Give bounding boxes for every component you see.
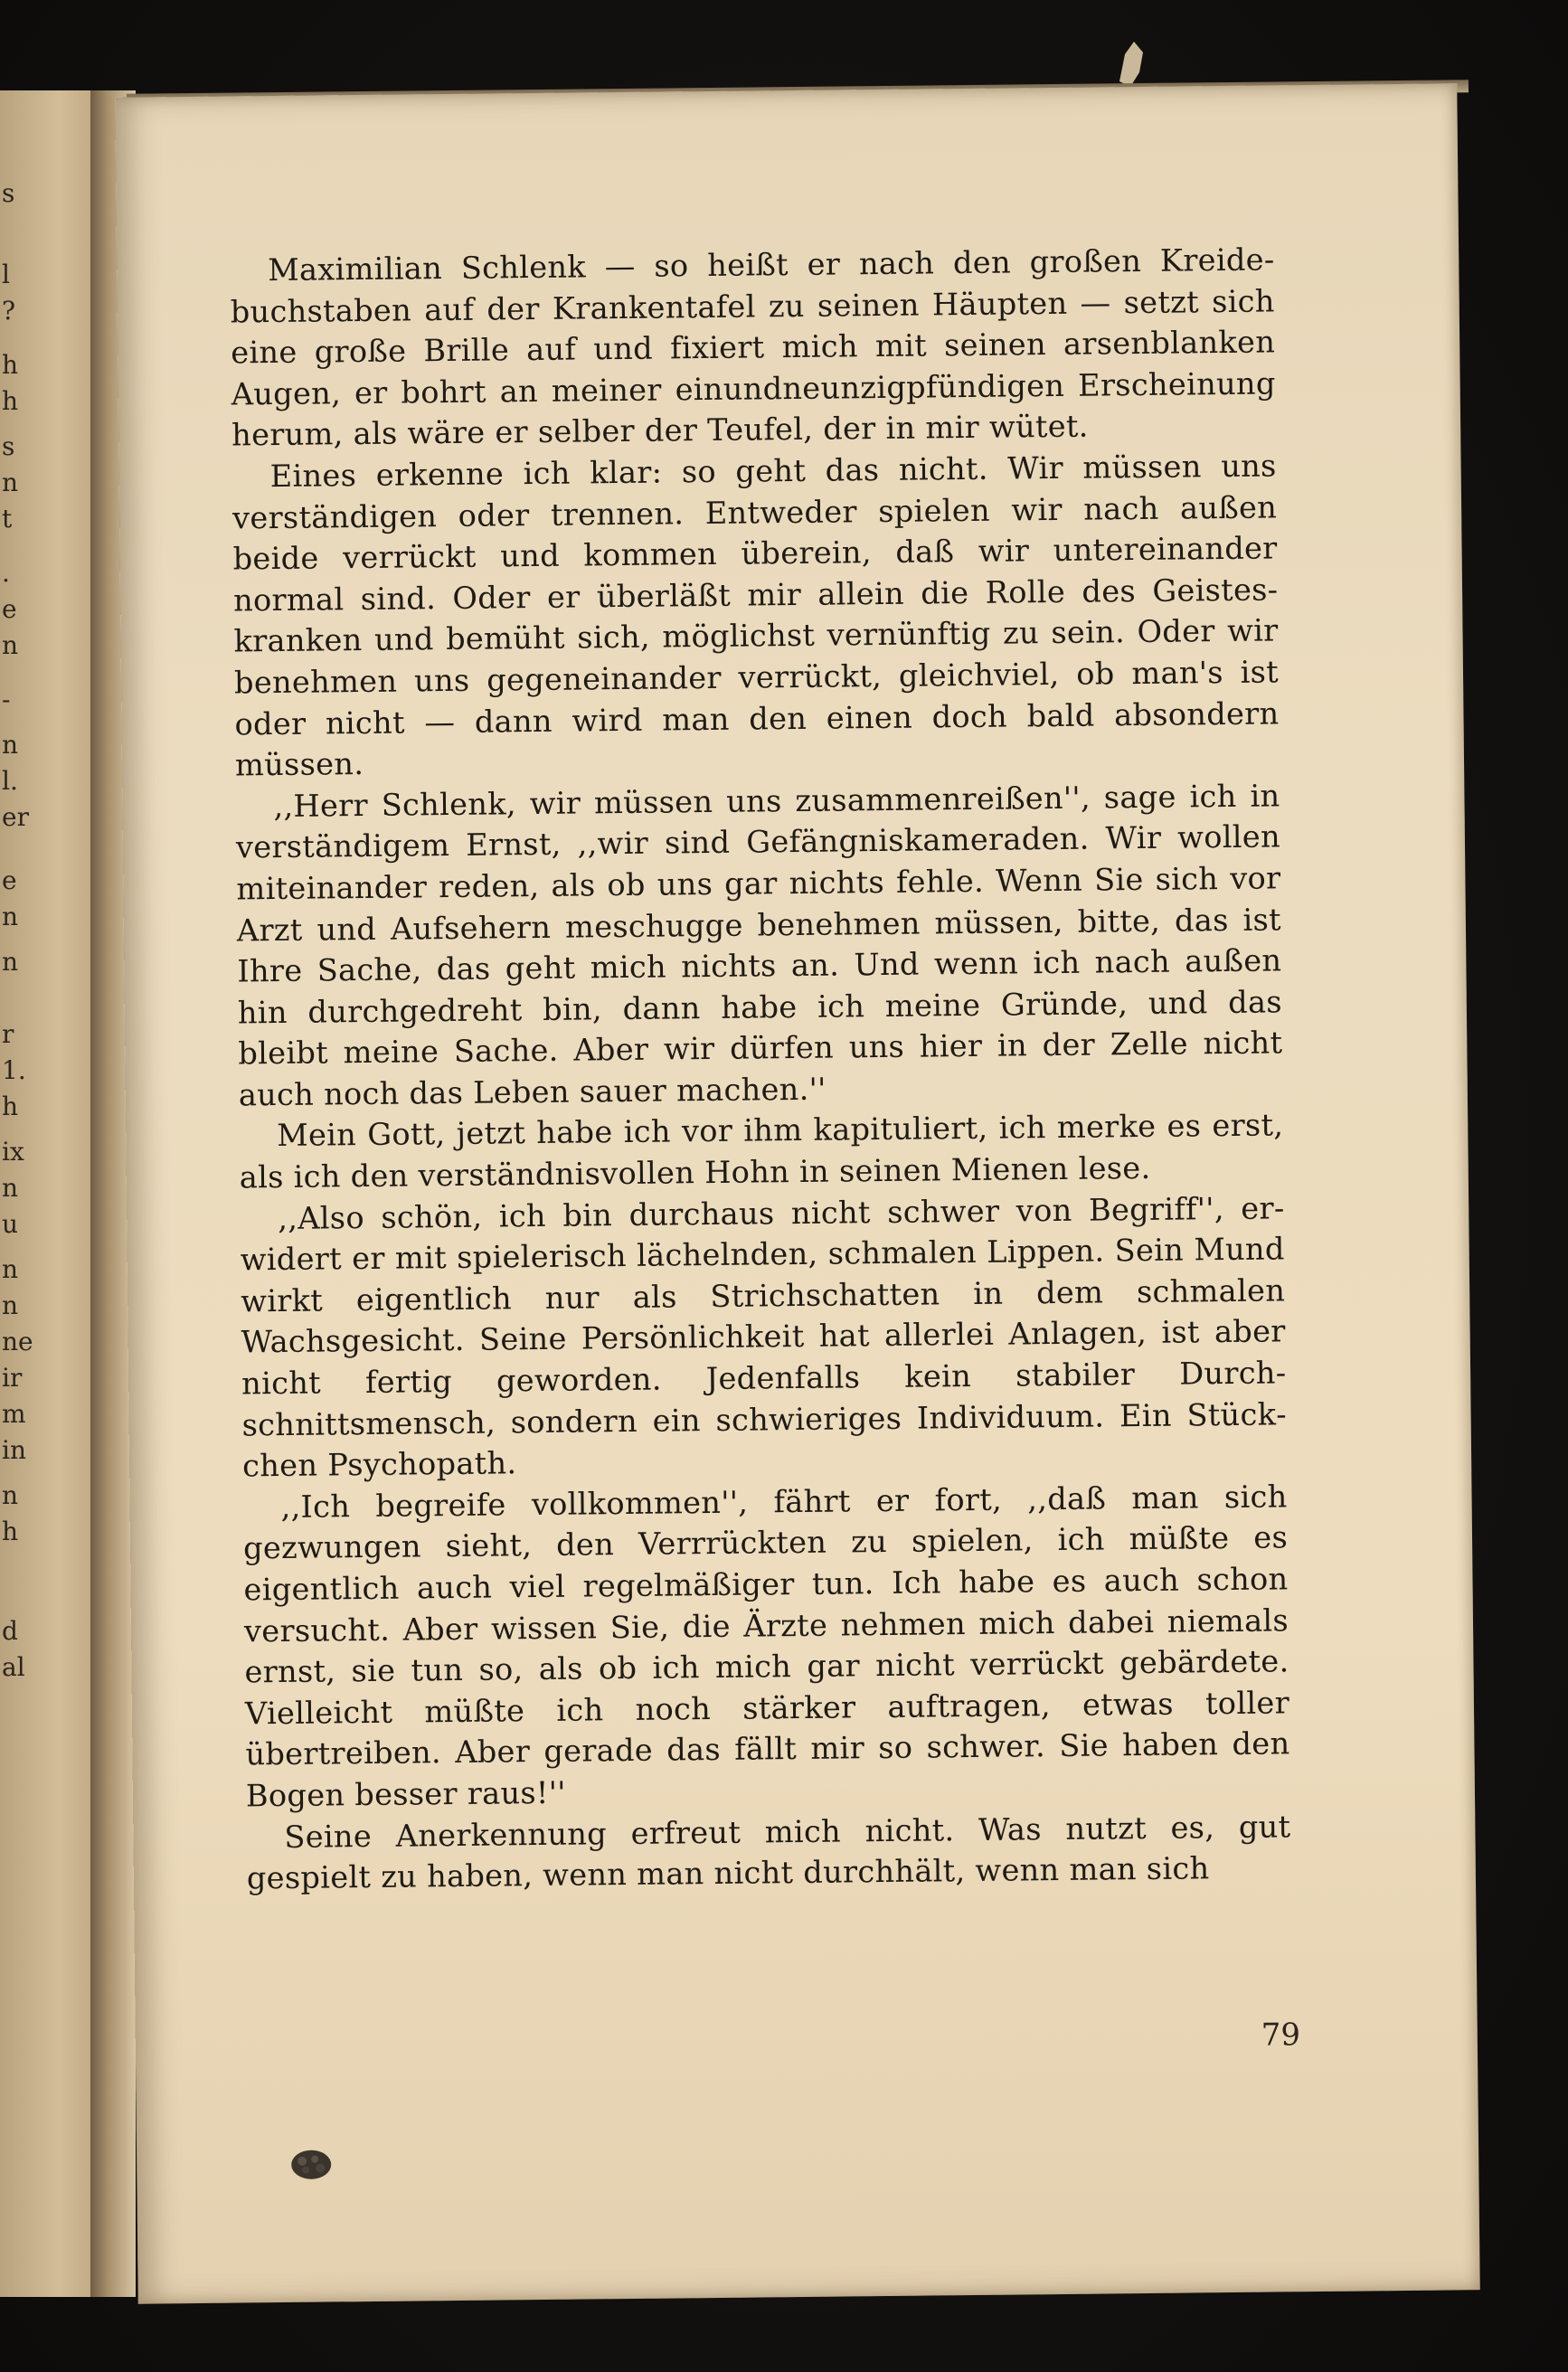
left-page-text-fragment: d (2, 1616, 18, 1646)
left-page-text-fragment: n (2, 1173, 19, 1203)
left-page-text-fragment: e (2, 594, 17, 624)
page-number: 79 (1261, 2017, 1301, 2054)
left-page-text-fragment: ? (2, 296, 16, 326)
left-page-text-fragment: ix (2, 1137, 24, 1167)
left-page-text-fragment: h (2, 350, 19, 380)
paragraph: Mein Gott, jetzt habe ich vor ihm kapituliert, ich merke es erst, als ich den verständnisvollen Hohn in seinen Mienen lese. (239, 1107, 1284, 1195)
left-page-text-fragment: l. (2, 766, 18, 796)
left-page-text-fragment: n (2, 630, 19, 660)
left-page-text-fragment: er (2, 802, 29, 832)
left-page-text-fragment: in (2, 1435, 26, 1465)
left-page-text-fragment: r (2, 1019, 14, 1049)
left-page-text-fragment: n (2, 468, 19, 497)
left-page-text-fragment: h (2, 1091, 19, 1121)
left-page-text-fragment: 1. (2, 1055, 26, 1085)
left-page-text-fragment: m (2, 1399, 26, 1429)
left-page-text-fragment: ne (2, 1327, 33, 1356)
left-page-text-fragment: l (2, 260, 10, 289)
left-page-text-fragment: s (2, 431, 15, 461)
paragraph: ,,Ich begreife vollkommen'', fährt er fort, ,,daß man sich gezwungen sieht, den Verrrückten zu spielen, ich müßte es eigentlich auch viel regelmäßiger tun. Ich habe es auch schon versucht. Aber wissen Sie, die Ärzte nehmen mich dabei niemals ernst, sie tun so, als ob ich mich gar nicht verrückt gebärdete. Vielleicht müßte ich noch stärker auftragen, etwas toller übertreiben. Aber gerade das fällt mir so schwer. Sie haben den Bogen besser raus!'' (242, 1479, 1290, 1814)
ink-stamp-mark (286, 2144, 336, 2185)
paragraph: Maximilian Schlenk — so heißt er nach den großen Kreidebuchstaben auf der Krankentafel zu seinen Häupten — setzt sich eine große Brille auf und fixiert mich mit seinen arsenblanken Augen, er bohrt an meiner einundneunzigpfündigen Erscheinung herum, als wäre er selber der Teufel, der in mir wütet. (230, 241, 1276, 453)
left-page-text-fragment: h (2, 386, 19, 416)
left-page-text-fragment: n (2, 730, 19, 760)
book-page (115, 83, 1479, 2303)
left-page-text-fragment: al (2, 1652, 25, 1682)
left-page-text-fragment: e (2, 865, 17, 895)
left-page-text-fragment: - (2, 685, 11, 714)
left-page-text-fragment: ir (2, 1363, 23, 1393)
left-page-text-fragment: n (2, 1480, 19, 1510)
left-page-text-fragment: n (2, 1290, 19, 1320)
paragraph: ,,Herr Schlenk, wir müssen uns zusammenreißen'', sage ich in verständigem Ernst, ,,wir sind Gefängniskameraden. Wir wollen miteinander reden, als ob uns gar nichts fehle. Wenn Sie sich vor Arzt und Aufsehern meschugge benehmen müssen, bitte, das ist Ihre Sache, das geht mich nichts an. Und wenn ich nach außen hin durchgedreht bin, dann habe ich meine Gründe, und das bleibt meine Sache. Aber wir dürfen uns hier in der Zelle nicht auch noch das Leben sauer machen.'' (235, 778, 1283, 1113)
left-page-text-fragment: h (2, 1517, 19, 1546)
paragraph: Seine Anerkennung erfreut mich nicht. Was nutzt es, gut gespielt zu haben, wenn man nicht durchhält, wenn man sich (246, 1808, 1291, 1896)
paragraph: Eines erkenne ich klar: so geht das nicht. Wir müssen uns verständigen oder trennen. Entweder spielen wir nach außen beide verrückt und kommen überein, daß wir untereinander normal sind. Oder er überläßt mir allein die Rolle des Geisteskranken und bemüht sich, möglichst vernünftig zu sein. Oder wir benehmen uns gegeneinander verrückt, gleichviel, ob man's ist oder nicht — dann wird man den einen doch bald absondern müssen. (231, 448, 1280, 783)
left-page-text-fragment: n (2, 947, 19, 977)
left-page-text-fragment: . (2, 558, 10, 588)
page-text (230, 239, 1291, 1899)
left-page-text-fragment: n (2, 1254, 19, 1284)
left-page-text-fragment: n (2, 902, 19, 931)
left-page-text-fragment: s (2, 178, 15, 208)
left-page-text-fragment: u (2, 1209, 19, 1239)
left-page-text-fragment: t (2, 504, 13, 534)
paragraph: ,,Also schön, ich bin durchaus nicht schwer von Begriff'', erwidert er mit spielerisch lächelnden, schmalen Lippen. Sein Mund wirkt eigentlich nur als Strichschatten in dem schmalen Wachsgesicht. Seine Persönlichkeit hat allerlei Anlagen, ist aber nicht fertig geworden. Jedenfalls kein stabiler Durchschnittsmensch, sondern ein schwieriges Individuum. Ein Stückchen Psychopath. (240, 1190, 1287, 1484)
